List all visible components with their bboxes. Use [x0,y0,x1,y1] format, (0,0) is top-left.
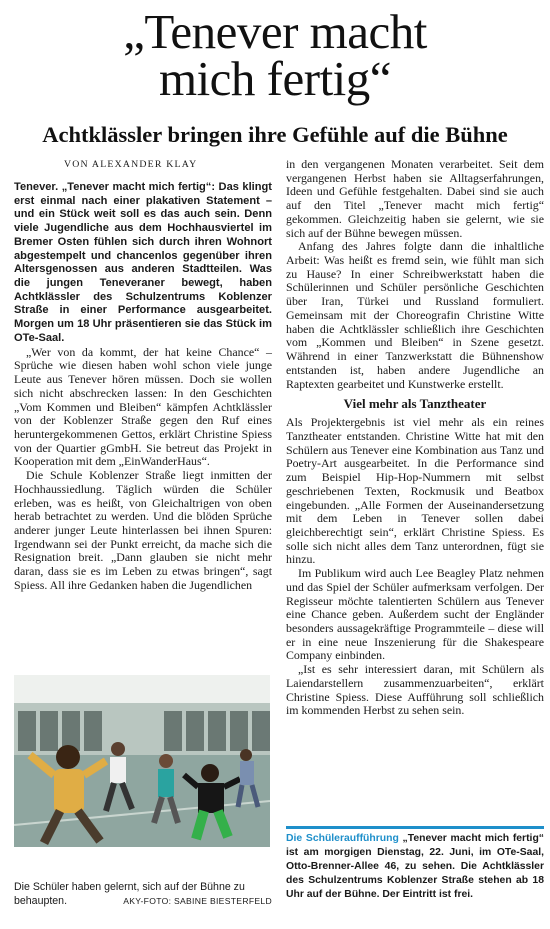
caption-text: Die Schüler haben gelernt, sich auf der Bühne zu behaupten. [14,881,245,907]
crosshead: Viel mehr als Tanztheater [343,396,487,412]
body-paragraph: Als Projektergebnis ist viel mehr als ein reines Tanztheater entstanden. Christine Witte hat mit den Schülern aus Tenever eine Kombination aus Tanz und Poetry-Art ausgearbeitet. In die Performance sind zum Beispiel Hip-Hop-Nummern mit selbst geschriebenen Texten, Rockmusik und Beatbox eingebunden. „Alle Formen der Auseinandersetzung mit dem Leben in Tenever sollen dabei gleichberechtigt sein“, erklärt Christine Spiess. Es solle sich nicht alles dem Tanz unterordnen, fügt sie hinzu. [286,415,544,567]
byline: VON ALEXANDER KLAY [64,159,198,170]
body-paragraph: Die Schule Koblenzer Straße liegt inmitten der Hochhaussiedlung. Täglich würden die Schüler erleben, was es heißt, von Gleichaltrigen von oben herab betrachtet zu werden. Und die blöden Sprüche anderer junger Leute hinterlassen bei ihnen Spuren: Irgendwann sei der Punkt erreicht, da mache sich die Resignation breit. „Dann glauben sie nicht mehr daran, dass sie es im Leben zu etwas bringen“, sagt Spiess. All ihre Gedanken haben die Jugendlichen [14,468,272,592]
body-paragraph: Im Publikum wird auch Lee Beagley Platz nehmen und das Spiel der Schüler aufmerksam verfolgen. Der Regisseur möchte talentierten Schülern aus Tenever eine Chance geben. Außerdem sucht der Engländer besonders aussagekräftige Programmteile – diese will er in eine neue Inszenierung für die Shakespeare Company einbinden. [286,566,544,663]
dance-rehearsal-photo [14,675,270,847]
photo-credit: AKY-FOTO: SABINE BIESTERFELD [123,896,272,906]
column-right [286,158,544,718]
body-paragraph: Anfang des Jahres folgte dann die inhaltliche Arbeit: Was heißt es fremd sein, wie fühlt man sich zu Hause? In einer Schreibwerkstatt haben die Schülerinnen und Schüler persönliche Geschichten über Iran, Türkei und Russland formuliert. Gemeinsam mit der Choreografin Christine Witte haben die Achtklässler schließlich ihre Geschichten vom „Kommen und Bleiben“ in Szene gesetzt. Während in einer Tanzwerkstatt die Bühnenshow entstanden ist, haben andere Jugendliche an Raptexten gearbeitet und Kunstwerke erstellt. [286,239,544,391]
column-left [14,158,272,593]
subheadline: Achtklässler bringen ihre Gefühle auf die Bühne [42,122,508,147]
article-photo [14,675,270,847]
headline-line-1: „Tenever macht [123,4,427,59]
body-paragraph: „Wer von da kommt, der hat keine Chance“ – Sprüche wie diesen haben wohl schon viele junge Leute aus Tenever hören müssen. Doch sie wollen sich nicht abschrecken lassen: In den Geschichten „Vom Kommen und Bleiben“ kämpfen Achtklässler von der Koblenzer Straße gegen den Ruf eines heruntergekommenen Gettos, erklärt Christine Spiess von der Quartier gGmbH. Sie betreut das Projekt in Kooperation mit dem „EinWanderHaus“. [14,344,272,469]
info-box [286,826,544,902]
info-box-text: „Tenever macht mich fertig“ ist am morgigen Dienstag, 22. Juni, im OTe-Saal, Otto-Brenner-Allee 46, zu sehen. Die Achtklässler des Schulzentrums Koblenzer Straße stehen ab 18 Uhr auf der Bühne. Der Eintritt ist frei. [286,833,544,900]
lead-paragraph: Tenever. „Tenever macht mich fertig“: Das klingt erst einmal nach einer plakativen Statement – und ein Stück weit soll es das auch sein. Denn viele Jugendliche aus dem Hochhausviertel im Bremer Osten fühlen sich durch ihren Wohnort abgestempelt und chancenlos gegenüber ihren Altersgenossen aus anderen Stadtteilen. Was die jungen Teneveraner bewegt, haben Achtklässler des Schulzentrums Koblenzer Straße in einer Performance ausgearbeitet. Morgen um 18 Uhr präsentieren sie das Stück im OTe-Saal. [14,181,272,344]
body-paragraph: „Ist es sehr interessiert daran, mit Schülern als Laiendarstellern zusammenzuarbeiten“, erklärt Christine Spiess. Diese Aufführung soll schließlich im kommenden Herbst zu sehen sein. [286,662,544,718]
photo-caption [14,880,272,908]
body-paragraph-continued: in den vergangenen Monaten verarbeitet. Seit dem vergangenen Herbst haben sie Alltagserfahrungen, Ideen und Gefühle festgehalten. Dabei sind sie auch auf den Titel „Tenever macht mich fertig“ gekommen. Gleichzeitig haben sie gelernt, wie sie sich auf der Bühne bewegen müssen. [286,157,544,240]
headline [0,4,550,106]
info-box-label: Die Schüleraufführung [286,833,399,844]
headline-line-2: mich fertig“ [158,51,392,106]
